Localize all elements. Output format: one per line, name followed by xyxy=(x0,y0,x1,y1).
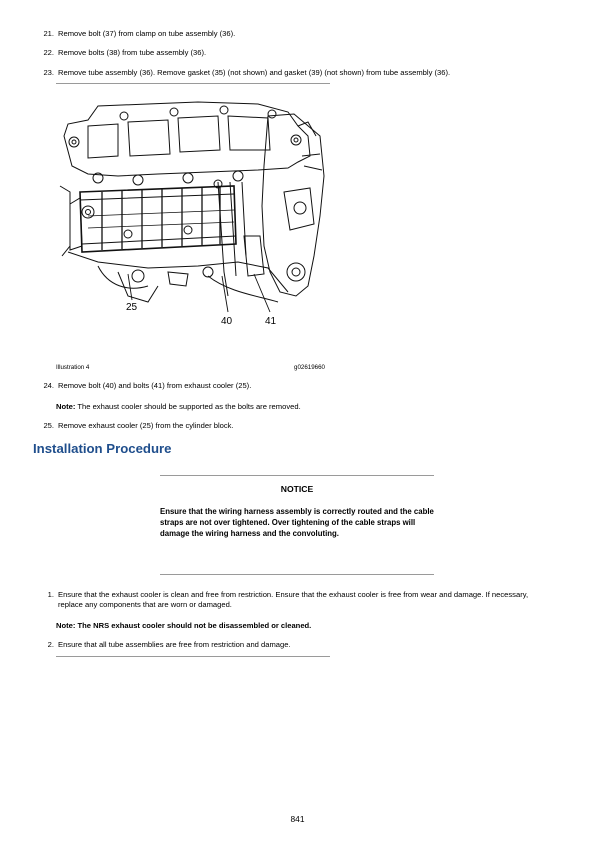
note-label: Note: xyxy=(56,402,76,411)
callout-25: 25 xyxy=(126,302,138,313)
divider xyxy=(56,83,330,84)
step-text: Remove tube assembly (36). Remove gasket (35) (not shown) and gasket (39) (not shown) from tube assembly (36). xyxy=(58,68,451,77)
notice-title: NOTICE xyxy=(280,484,314,494)
step-23 xyxy=(38,68,548,78)
step-22 xyxy=(38,48,548,58)
step-text: Remove exhaust cooler (25) from the cylinder block. xyxy=(58,421,234,430)
notice-top-rule xyxy=(160,475,434,476)
step-number: 22. xyxy=(43,48,54,57)
step-number: 21. xyxy=(43,29,54,38)
step-number: 2. xyxy=(47,640,54,649)
step-24 xyxy=(38,381,548,391)
page-number: 841 xyxy=(290,814,305,824)
step-text: Ensure that all tube assemblies are free from restriction and damage. xyxy=(58,640,291,649)
step-text: Remove bolt (37) from clamp on tube assembly (36). xyxy=(58,29,236,38)
notice-bottom-rule xyxy=(160,574,434,575)
callout-40: 40 xyxy=(221,316,233,327)
step-21 xyxy=(38,29,548,39)
install-step-2 xyxy=(38,640,548,650)
step-number: 23. xyxy=(43,68,54,77)
engine-illustration xyxy=(58,96,330,336)
divider xyxy=(56,656,330,657)
illustration-caption: Illustration 4 xyxy=(56,364,90,371)
illustration-code: g02619660 xyxy=(294,364,325,371)
step-number: 24. xyxy=(43,381,54,390)
section-title: Installation Procedure xyxy=(33,441,172,456)
step-number: 25. xyxy=(43,421,54,430)
notice-text: Ensure that the wiring harness assembly is correctly routed and the cable straps are not over tightened. Over tightening of the cable straps will damage the wiring harness and the convoluting. xyxy=(160,507,434,538)
step-text: Remove bolts (38) from tube assembly (36). xyxy=(58,48,207,57)
install-step-1 xyxy=(38,590,548,610)
note-nrs: Note: The NRS exhaust cooler should not be disassembled or cleaned. xyxy=(56,621,312,630)
callout-41: 41 xyxy=(265,316,277,327)
step-text: Remove bolt (40) and bolts (41) from exhaust cooler (25). xyxy=(58,381,252,390)
step-text: Ensure that the exhaust cooler is clean and free from restriction. Ensure that the exhaust cooler is free from wear and damage. If necessary, replace any components that are worn or damaged. xyxy=(58,590,529,609)
step-number: 1. xyxy=(47,590,54,599)
step-25 xyxy=(38,421,548,431)
note-support xyxy=(56,402,536,412)
note-text: The exhaust cooler should be supported as the bolts are removed. xyxy=(75,402,301,411)
